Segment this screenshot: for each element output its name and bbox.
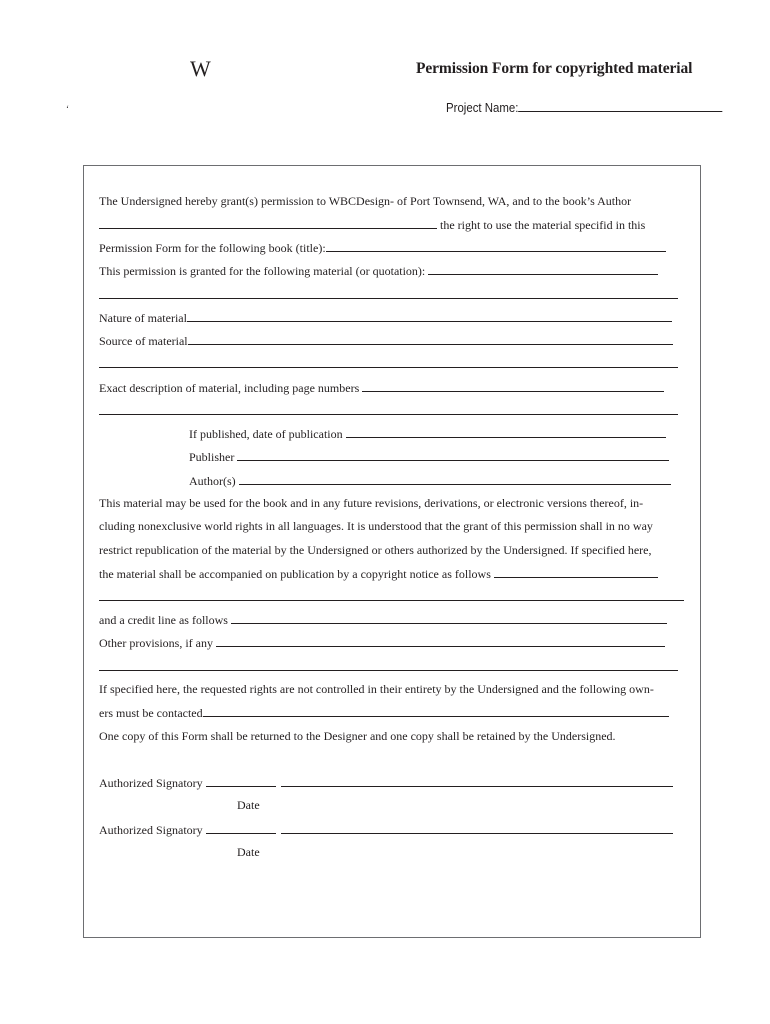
form-line-publication-date — [189, 426, 666, 441]
form-line-material — [99, 263, 658, 278]
signatory-date-field-1[interactable] — [206, 775, 276, 787]
form-line-authors — [189, 473, 671, 488]
book-title-label: Permission Form for the following book (title): — [99, 241, 326, 255]
provisions-field[interactable] — [216, 635, 665, 647]
copyright-field-continued[interactable] — [99, 589, 684, 601]
source-field-continued[interactable] — [99, 356, 678, 368]
form-line-description — [99, 380, 664, 395]
source-field[interactable] — [188, 333, 673, 345]
form-line-copyright — [99, 566, 658, 581]
publication-date-field[interactable] — [346, 426, 666, 438]
project-name-field[interactable] — [518, 99, 722, 112]
form-line-blank-3 — [99, 403, 678, 418]
publisher-label: Publisher — [189, 450, 235, 464]
rights-line-1: If specified here, the requested rights are not controlled in their entirety by the Undersigned and the following own- — [99, 682, 654, 696]
form-line-owners — [99, 705, 669, 720]
author-suffix-text: the right to use the material specifid in this — [440, 218, 646, 232]
form-line-provisions — [99, 635, 665, 650]
copyright-label: the material shall be accompanied on publication by a copyright notice as follows — [99, 567, 491, 581]
tick-mark: ʻ — [66, 104, 69, 114]
signature-field-2[interactable] — [281, 822, 673, 834]
page-title: Permission Form for copyrighted material — [416, 60, 693, 77]
credit-label: and a credit line as follows — [99, 613, 228, 627]
form-line-blank-2 — [99, 356, 678, 371]
date-label-1: Date — [237, 798, 260, 812]
material-field[interactable] — [428, 263, 658, 275]
publisher-field[interactable] — [237, 449, 669, 461]
form-line-nature — [99, 310, 672, 325]
terms-line-2: cluding nonexclusive world rights in all languages. It is understood that the grant of this permission shall in no way — [99, 519, 653, 533]
signatory-row-2 — [99, 822, 673, 837]
authors-label: Author(s) — [189, 474, 236, 488]
owners-label: ers must be contacted — [99, 706, 203, 720]
description-label: Exact description of material, including page numbers — [99, 381, 360, 395]
material-label: This permission is granted for the following material (or quotation): — [99, 264, 426, 278]
form-line-blank-5 — [99, 659, 678, 674]
logo-letter: W — [190, 56, 211, 81]
author-field[interactable] — [99, 217, 437, 229]
authors-field[interactable] — [239, 473, 671, 485]
book-title-field[interactable] — [326, 240, 666, 252]
copy-instruction: One copy of this Form shall be returned to the Designer and one copy shall be retained by the Undersigned. — [99, 729, 616, 743]
nature-label: Nature of material — [99, 311, 187, 325]
form-line-blank-4 — [99, 589, 684, 604]
signatory-label-2: Authorized Signatory — [99, 823, 203, 837]
form-line-credit — [99, 612, 667, 627]
date-label-2: Date — [237, 845, 260, 859]
grant-text: The Undersigned hereby grant(s) permission to WBCDesign- of Port Townsend, WA, and to the book’s Author — [99, 194, 632, 208]
signatory-row-1 — [99, 775, 673, 790]
project-name-row — [446, 99, 723, 115]
credit-field[interactable] — [231, 612, 667, 624]
material-field-continued[interactable] — [99, 287, 678, 299]
signatory-label-1: Authorized Signatory — [99, 776, 203, 790]
terms-line-1: This material may be used for the book and in any future revisions, derivations, or electronic versions thereof, in- — [99, 496, 644, 510]
publication-date-label: If published, date of publication — [189, 427, 343, 441]
form-line-author — [99, 217, 645, 232]
terms-line-3: restrict republication of the material by the Undersigned or others authorized by the Undersigned. If specified here, — [99, 543, 652, 557]
description-field[interactable] — [362, 380, 664, 392]
project-name-label: Project Name: — [446, 100, 519, 115]
signatory-date-field-2[interactable] — [206, 822, 276, 834]
provisions-field-continued[interactable] — [99, 659, 678, 671]
owners-field[interactable] — [203, 705, 669, 717]
source-label: Source of material — [99, 334, 188, 348]
form-line-grant — [99, 194, 631, 208]
provisions-label: Other provisions, if any — [99, 636, 213, 650]
description-field-continued[interactable] — [99, 403, 678, 415]
form-line-source — [99, 333, 673, 348]
nature-field[interactable] — [187, 310, 672, 322]
signature-field-1[interactable] — [281, 775, 673, 787]
form-line-title — [99, 240, 666, 255]
copyright-field[interactable] — [494, 566, 658, 578]
form-line-publisher — [189, 449, 669, 464]
form-line-blank-1 — [99, 287, 678, 302]
